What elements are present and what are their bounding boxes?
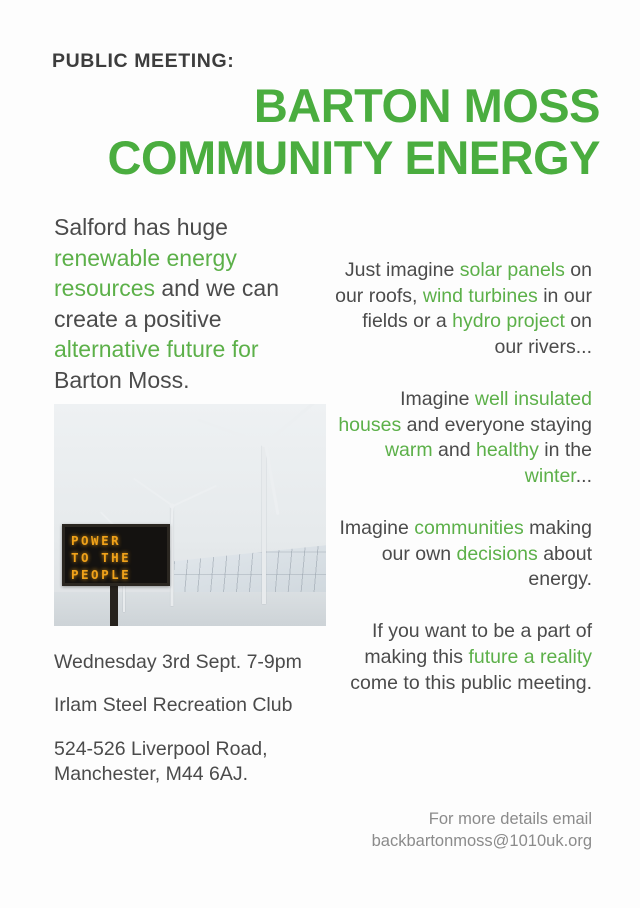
text-run: making our own (381, 516, 592, 565)
highlight-solar-panels: solar panels (459, 259, 565, 281)
photo-wind-turbines (54, 404, 326, 626)
page-title (40, 80, 600, 183)
sign-line-1: POWER (71, 533, 122, 548)
turbine-blade (264, 444, 279, 515)
text-run: and (432, 439, 476, 462)
body-copy-column (334, 258, 592, 722)
text-run: about energy. (528, 542, 592, 591)
text-run: in our fields or a (362, 284, 592, 333)
lead-highlight-2: alternative future for (54, 336, 259, 363)
contact-email[interactable]: backbartonmoss@1010uk.org (371, 832, 592, 851)
kicker-text: PUBLIC MEETING: (52, 50, 235, 72)
lead-part-1: Salford has huge (54, 214, 228, 240)
led-message-sign (62, 524, 170, 586)
wind-turbine-icon (204, 424, 324, 604)
event-datetime: Wednesday 3rd Sept. 7-9pm (54, 651, 302, 673)
sign-line-3: PEOPLE (71, 567, 132, 582)
text-run: If you want to be a part of making this (364, 620, 592, 668)
sign-line-2: TO THE (71, 550, 132, 565)
text-run: and everyone staying (401, 413, 592, 436)
highlight-hydro-project: hydro project (452, 310, 565, 333)
highlight-well-insulated-houses: well insulated houses (338, 387, 592, 436)
lead-paragraph (54, 212, 322, 395)
highlight-wind-turbines: wind turbines (422, 284, 538, 307)
event-address: 524-526 Liverpool Road, Manchester, M44 6AJ. (54, 737, 268, 786)
text-run: ... (575, 465, 592, 488)
highlight-communities: communities (414, 516, 524, 539)
text-run: Just imagine (344, 259, 460, 281)
contact-block (334, 808, 592, 853)
highlight-healthy: healthy (475, 439, 539, 462)
event-venue: Irlam Steel Recreation Club (54, 694, 293, 717)
headline-line-1: BARTON MOSS (253, 79, 600, 132)
sign-post (110, 586, 118, 626)
highlight-decisions: decisions (456, 542, 538, 565)
paragraph-imagine-houses (334, 387, 592, 490)
text-run: come to this public meeting. (350, 671, 592, 694)
highlight-winter: winter (524, 465, 576, 488)
lead-part-2: and we can create a positive (54, 275, 280, 332)
headline-line-2: COMMUNITY ENERGY (107, 130, 600, 184)
contact-label: For more details email (428, 810, 592, 828)
text-run: in the (538, 439, 592, 462)
text-run: Imagine (400, 387, 475, 410)
text-run: on our rivers... (494, 310, 592, 359)
paragraph-imagine-communities (334, 516, 592, 593)
text-run: on our roofs, (335, 259, 592, 307)
highlight-future-a-reality: future a reality (468, 645, 592, 668)
turbine-hub (170, 504, 175, 509)
turbine-mast (262, 444, 266, 604)
highlight-warm: warm (384, 439, 433, 462)
lead-part-3: Barton Moss. (54, 366, 190, 393)
lead-highlight-1: renewable energy resources (54, 244, 237, 302)
paragraph-imagine-renewables (334, 258, 592, 361)
event-details (54, 650, 314, 805)
paragraph-call-to-action (334, 619, 592, 696)
turbine-hub (261, 441, 267, 447)
text-run: Imagine (339, 516, 415, 539)
